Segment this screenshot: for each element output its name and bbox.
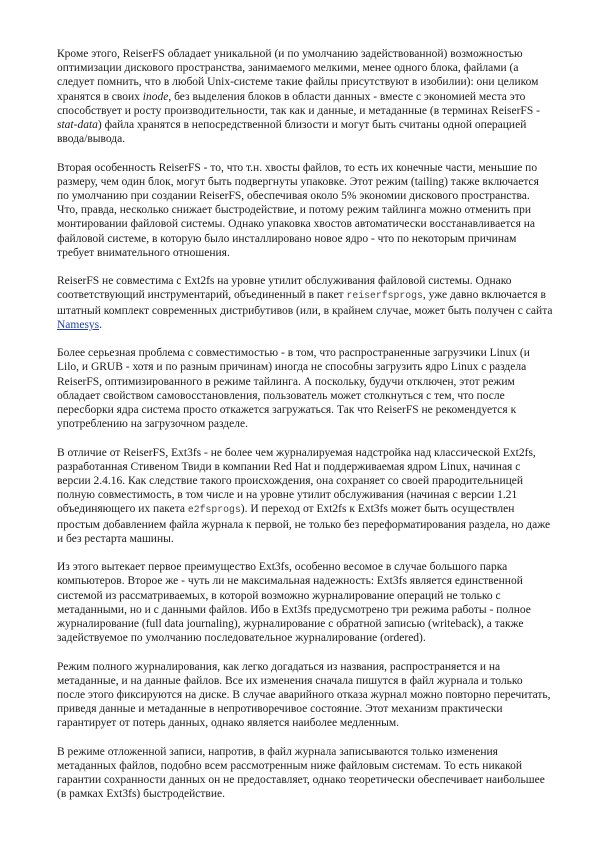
paragraph-6: Из этого вытекает первое преимущество Ext3fs, особенно весомое в случае большого парка компьютеров. Второе же - чуть ли не максимальная надежность: Ext3fs является единственной системой из рассматриваемых, в которой возможно журналирование операций не только с метаданными, но и с данными файлов. Ибо в Ext3fs предусмотрено три режима работы - полное журналирование (full data journaling), журналирование с обратной записью (writeback), а также задействуемое по умолчанию последовательное журналирование (ordered). (57, 561, 531, 645)
paragraph-3-text-b: , уже давно включается в штатный комплект современных дистрибутивов (или, в крайнем случае, может быть получен с сайта (57, 289, 553, 317)
paragraph-5-text-a: В отличие от ReiserFS, Ext3fs - не более чем журналируемая надстройка над классической Ext2fs, разработанная Стивеном Твиди в компании Red Hat и поддерживаемая ядром Linux, начиная с версии 2.4.16. Как следствие такого происхождения, она сохраняет со своей прародительницей полную совместимость, в том числе и на уровне утилит обслуживания (начиная с версии 1.21 объединяющего их пакета (57, 446, 536, 516)
paragraph-1-text-c: ) файла хранятся в непосредственной близости и могут быть считаны одной операцией ввода/вывода. (57, 119, 527, 146)
paragraph-5 (57, 446, 553, 546)
paragraph-2: Вторая особенность ReiserFS - то, что т.н. хвосты файлов, то есть их конечные части, меньшие по размеру, чем один блок, могут быть подвергнуты упаковке. Этот режим (tailing) также включается по умолчанию при создании ReiserFS, обеспечивая около 5% экономии дискового пространства. Что, правда, несколько снижает быстродействие, и потому режим тайлинга можно отменить при монтировании файловой системы. Однако упаковка хвостов автоматически восстанавливается на файловой системе, в которую было инсталлировано новое ядро - что по некоторым причинам требует внимательного отношения. (57, 161, 539, 259)
paragraph-4: Более серьезная проблема с совместимостью - в том, что распространенные загрузчики Linux (и Lilo, и GRUB - хотя и по разным причинам) иногда не способны загрузить ядро Linux с раздела ReiserFS, оптимизированного в режиме тайлинга. А поскольку, будучи отключен, этот режим обладает свойством самовосстановления, пользователь может столкнуться с тем, что после пересборки ядра система просто откажется загружаться. Так что ReiserFS не рекомендуется к употреблению на загрузочном разделе. (57, 347, 530, 431)
paragraph-8: В режиме отложенной записи, напротив, в файл журнала записываются только изменения метаданных файлов, подобно всем рассмотренным ниже файловым системам. То есть никакой гарантии сохранности данных он не предоставляет, однако теоретически обеспечивает наибольшее (в рамках Ext3fs) быстродействие. (57, 745, 545, 801)
paragraph-5-text-b: ). И переход от Ext2fs к Ext3fs может быть осуществлен простым добавлением файла журнала к первой, не только без переформатирования раздела, но даже и без рестарта машины. (57, 503, 551, 545)
code-reiserfsprogs: reiserfsprogs (346, 290, 423, 302)
paragraph-3-text-c: . (99, 318, 103, 331)
paragraph-7: Режим полного журналирования, как легко догадаться из названия, распространяется и на метаданные, и на данные файлов. Все их изменения сначала пишутся в файл журнала и только после этого фиксируются на диске. В случае аварийного отказа журнал можно повторно перечитать, приведя данные и метаданные в непротиворечивое состояние. Этот механизм практически гарантирует от потерь данных, однако является наиболее медленным. (57, 660, 551, 730)
paragraph-1 (57, 47, 553, 146)
paragraph-3 (57, 274, 553, 332)
paragraph-1-text-a: Кроме этого, ReiserFS обладает уникальной (и по умолчанию задействованной) возможностью оптимизации дискового пространства, занимаемого мелкими, менее одного блока, файлами (а следует помнить, что в любой Unix-системе такие файлы присутствуют в изобилии): они целиком хранятся в своих (57, 48, 539, 103)
term-inode: inode (142, 90, 169, 103)
code-e2fsprogs: e2fsprogs (187, 504, 241, 516)
term-stat-data: stat-data (57, 119, 98, 132)
paragraph-3-text-a: ReiserFS не совместима с Ext2fs на уровне утилит обслуживания файловой системы. Однако соответствующий инструментарий, объединенный в пакет (57, 275, 512, 302)
document-page (57, 47, 553, 816)
paragraph-1-text-b: , без выделения блоков в области данных - вместе с экономией места это способствует и росту производительности, так как и данные, и метаданные (в терминах ReiserFS - (57, 90, 540, 117)
namesys-link[interactable]: Namesys (57, 318, 100, 331)
